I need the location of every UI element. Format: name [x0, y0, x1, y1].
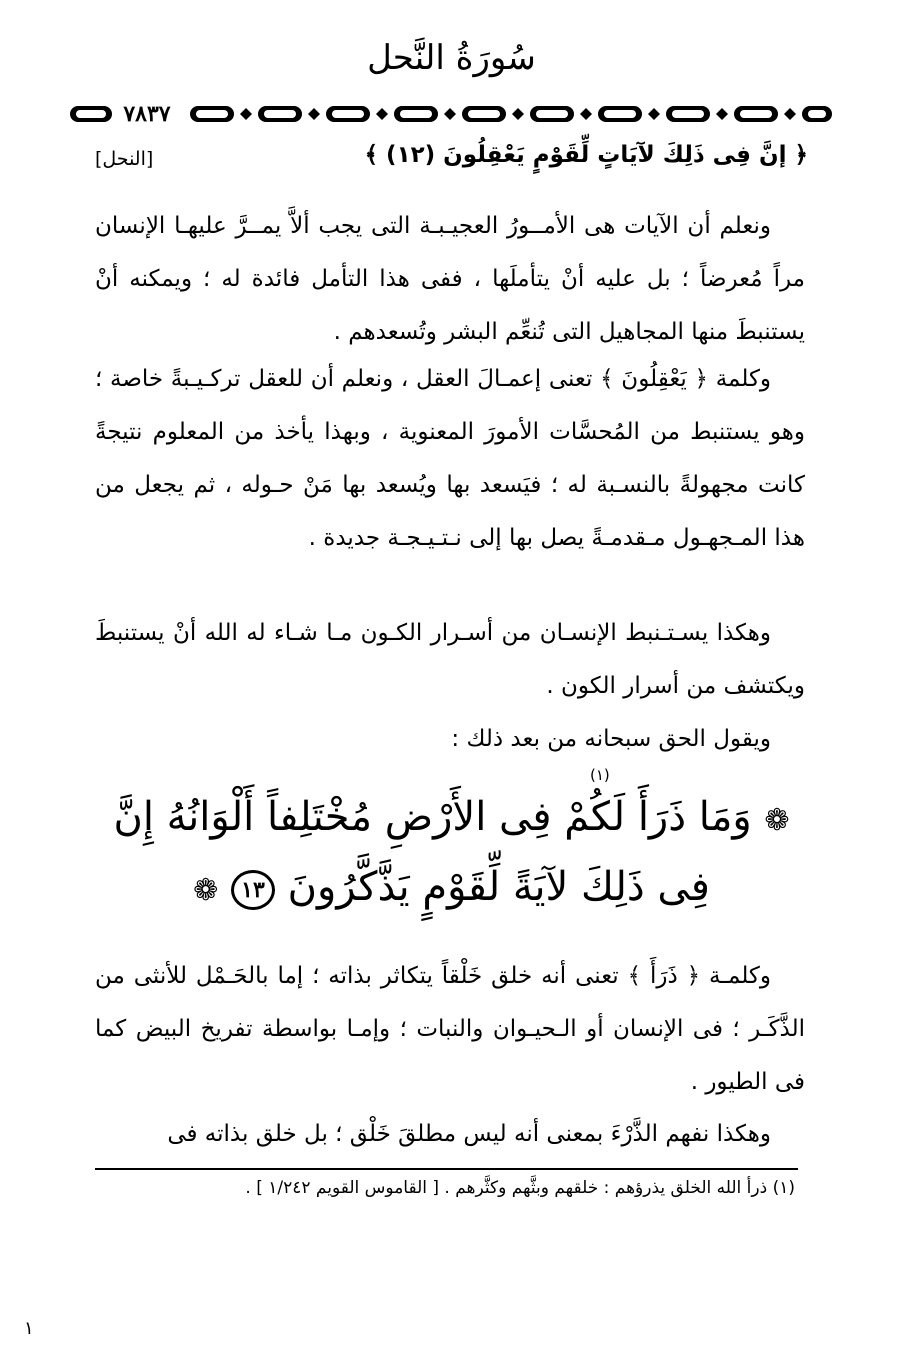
ornament-close-icon: ❁	[193, 872, 219, 908]
verse-number: ١٣	[231, 870, 275, 910]
paragraph-2: وكلمة ﴿ يَعْقِلُونَ ﴾ تعنى إعمـالَ العقل ، ونعلم أن للعقل تركـيـبةً خاصة ؛ وهو يستنبط من المُحسَّات الأمورَ المعنوية ، وبهذا يأخذ من المعلوم نتيجةً كانت مجهولةً بالنسـبة له ؛ فيَسعد بها ويُسعد بها مَنْ حـوله ، ثم يجعل من هذا المـجهـول مـقدمـةً يصل بها إلى نـتـيـجـة جديدة .	[95, 366, 805, 551]
paragraph-6: وهكذا نفهم الذَّرْءَ بمعنى أنه ليس مطلقَ خَلْق ؛ بل خلق بذاته فى	[167, 1121, 771, 1147]
corner-mark: ١	[24, 1318, 34, 1339]
footnote: (١) ذرأ الله الخلق يذرؤهم : خلقهم وبثَّهم وكثَّرهم . [ القاموس القويم ١/٢٤٢ ] .	[245, 1178, 795, 1198]
quran-line-1-text: وَمَا ذَرَأَ لَكُمْ فِى الأَرْضِ مُخْتَلِفاً أَلْوَانُهُ إِنَّ	[113, 794, 752, 840]
footnote-separator	[95, 1168, 798, 1170]
footnote-marker: (١)	[590, 766, 610, 784]
ornamental-divider	[70, 96, 832, 132]
paragraph-1: ونعلم أن الآيات هى الأمــورُ العجيـبـة التى يجب ألاَّ يمــرَّ عليهـا الإنسان مراً مُعرضاً ؛ بل عليه أنْ يتأملَها ، ففى هذا التأمل فائدة له ؛ ويمكنه أنْ يستنبطَ منها المجاهيل التى تُنعِّم البشر وتُسعدهم .	[95, 213, 805, 345]
quran-line-1	[95, 794, 808, 840]
paragraph-4: ويقول الحق سبحانه من بعد ذلك :	[451, 726, 771, 752]
paragraph-3: وهكذا يسـتـنبط الإنسـان من أسـرار الكـون مـا شـاء له الله أنْ يستنبطَ ويكتشف من أسرار الكون .	[95, 620, 805, 699]
quran-verse-block	[95, 780, 808, 930]
quran-line-2-text: فِى ذَلِكَ لآيَةً لِّقَوْمٍ يَذَّكَّرُونَ	[287, 864, 710, 910]
surah-reference: [النحل]	[95, 148, 154, 170]
verse-header: ﴿ إنَّ فِى ذَلِكَ لآيَاتٍ لِّقَوْمٍ يَعْقِلُونَ (١٢) ﴾	[364, 142, 808, 168]
page-number: ٧٨٣٧	[112, 96, 182, 132]
ornament-open-icon: ❁	[764, 802, 790, 838]
quran-line-2	[95, 864, 808, 910]
surah-title: سُورَةُ النَّحل	[367, 38, 536, 78]
paragraph-5: وكلمـة ﴿ ذَرَأَ ﴾ تعنى أنه خلق خَلْقاً يتكاثر بذاته ؛ إما بالحَـمْل للأنثى من الذَّكَـر ؛ فى الإنسان أو الـحيـوان والنبات ؛ وإمـا بواسطة تفريخ البيض كما فى الطيور .	[95, 963, 805, 1095]
